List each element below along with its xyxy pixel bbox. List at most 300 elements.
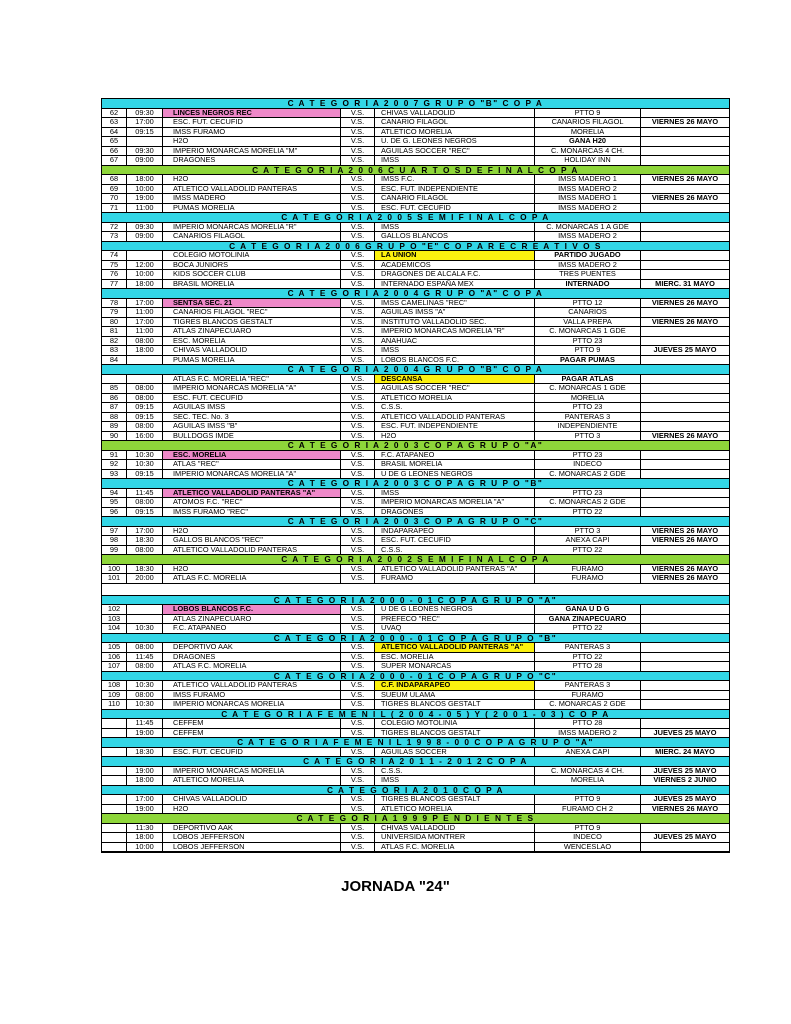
away-team: IMSS	[375, 489, 535, 498]
match-row	[102, 147, 729, 157]
home-team: H2O	[163, 805, 341, 814]
home-team: AGUILAS IMSS "B"	[163, 422, 341, 431]
match-time: 10:30	[127, 681, 163, 690]
match-number	[102, 729, 127, 738]
venue: PTTO 22	[535, 546, 641, 555]
category-header: C A T E G O R I A 2 0 0 7 G R U P O "B" C O P A	[102, 99, 729, 109]
date-note	[641, 653, 729, 662]
date-note: MIERC. 31 MAYO	[655, 279, 715, 288]
home-team: ATLETICO VALLADOLID PANTERAS	[163, 681, 341, 690]
versus-label: V.S.	[341, 776, 375, 785]
away-team: ACADEMICOS	[375, 261, 535, 270]
match-time	[127, 137, 163, 146]
match-number: 65	[102, 137, 127, 146]
match-row	[102, 432, 729, 442]
venue: PARTIDO JUGADO	[535, 251, 641, 260]
venue: CANARIOS FILAGOL	[535, 118, 641, 127]
venue: VALLA PREPA	[535, 318, 641, 327]
home-team: IMSS FURAMO	[163, 691, 341, 700]
match-row	[102, 748, 729, 758]
match-number	[102, 719, 127, 728]
match-time: 11:00	[127, 327, 163, 336]
date-note: VIERNES 26 MAYO	[651, 564, 719, 573]
versus-label: V.S.	[341, 605, 375, 614]
venue: PTTO 28	[535, 719, 641, 728]
match-number: 76	[102, 270, 127, 279]
match-row	[102, 615, 729, 625]
match-number: 75	[102, 261, 127, 270]
away-team: ESC. FUT. CECUFID	[375, 536, 535, 545]
venue: PAGAR ATLAS	[535, 375, 641, 384]
match-time: 11:00	[127, 204, 163, 213]
match-number	[102, 767, 127, 776]
home-team: IMPERIO MONARCAS MORELIA "A"	[163, 384, 341, 393]
versus-label: V.S.	[341, 700, 375, 709]
date-note	[641, 605, 729, 614]
match-time: 18:00	[127, 833, 163, 842]
match-number: 77	[102, 280, 127, 289]
match-time: 10:30	[127, 451, 163, 460]
away-team: CANARIO FILAGOL	[375, 118, 535, 127]
match-row	[102, 109, 729, 119]
versus-label: V.S.	[341, 137, 375, 146]
match-row	[102, 795, 729, 805]
date-note: JUEVES 25 MAYO	[653, 728, 717, 737]
match-number: 97	[102, 527, 127, 536]
venue: FURAMO	[535, 691, 641, 700]
venue: PTTO 12	[535, 299, 641, 308]
match-number: 68	[102, 175, 127, 184]
category-header: C A T E G O R I A 2 0 0 4 G R U P O "A" C O P A	[102, 289, 729, 299]
home-team: LOBOS JEFFERSON	[163, 833, 341, 842]
date-note	[641, 185, 729, 194]
venue: PANTERAS 3	[535, 643, 641, 652]
match-row	[102, 327, 729, 337]
home-team: DEPORTIVO AAK	[163, 824, 341, 833]
away-team: ANAHUAC	[375, 337, 535, 346]
category-header: C A T E G O R I A 2 0 0 5 S E M I F I N A L C O P A	[102, 213, 729, 223]
home-team: DRAGONES	[163, 156, 341, 165]
away-team: IMPERIO MONARCAS MORELIA "R"	[375, 327, 535, 336]
date-note	[641, 156, 729, 165]
versus-label: V.S.	[341, 795, 375, 804]
versus-label: V.S.	[341, 251, 375, 260]
venue: INDECO	[535, 460, 641, 469]
away-team: FURAMO	[375, 574, 535, 583]
venue: PTTO 22	[535, 624, 641, 633]
home-team: CANARIOS FILAGOL	[163, 232, 341, 241]
away-team: ESC. FUT. INDEPENDIENTE	[375, 422, 535, 431]
venue: INDECO	[535, 833, 641, 842]
match-number: 64	[102, 128, 127, 137]
match-number: 72	[102, 223, 127, 232]
category-header: C A T E G O R I A 1 9 9 9 P E N D I E N T E S	[102, 814, 729, 824]
match-time: 18:30	[127, 748, 163, 757]
category-header: C A T E G O R I A 2 0 0 2 S E M I F I N A L C O P A	[102, 555, 729, 565]
versus-label: V.S.	[341, 261, 375, 270]
venue: FURAMO	[535, 565, 641, 574]
venue: MORELIA	[535, 776, 641, 785]
category-header: C A T E G O R I A F E M E N I L ( 2 0 0 4 - 0 5 ) Y ( 2 0 0 1 - 0 3 ) C O P A	[102, 710, 729, 720]
venue: GANA ZINAPECUARO	[535, 615, 641, 624]
away-team: DESCANSA	[375, 375, 535, 384]
away-team: COLEGIO MOTOLINIA	[375, 719, 535, 728]
away-team: AGUILAS SOCCER "REC"	[375, 384, 535, 393]
date-note	[641, 223, 729, 232]
home-team: H2O	[163, 137, 341, 146]
versus-label: V.S.	[341, 318, 375, 327]
versus-label: V.S.	[341, 451, 375, 460]
match-row	[102, 700, 729, 710]
schedule-table	[101, 98, 730, 853]
venue: GANA H20	[535, 137, 641, 146]
match-time: 19:00	[127, 729, 163, 738]
venue: PTTO 9	[535, 346, 641, 355]
versus-label: V.S.	[341, 394, 375, 403]
match-row	[102, 280, 729, 290]
category-header: C A T E G O R I A 2 0 1 0 C O P A	[102, 786, 729, 796]
match-time: 18:00	[127, 280, 163, 289]
match-number: 62	[102, 109, 127, 118]
away-team: INSTITUTO VALLADOLID SEC.	[375, 318, 535, 327]
date-note: VIERNES 26 MAYO	[651, 526, 719, 535]
match-time: 20:00	[127, 574, 163, 583]
home-team: ATLAS F.C. MORELIA	[163, 574, 341, 583]
versus-label: V.S.	[341, 337, 375, 346]
category-header: C A T E G O R I A 2 0 0 6 C U A R T O S D E F I N A L C O P A	[102, 166, 729, 176]
home-team: H2O	[163, 527, 341, 536]
venue: C. MONARCAS 2 GDE	[535, 498, 641, 507]
match-time: 10:30	[127, 700, 163, 709]
home-team: LINCES NEGROS REC	[163, 109, 341, 118]
date-note	[641, 700, 729, 709]
away-team: BRASIL MORELIA	[375, 460, 535, 469]
match-number: 92	[102, 460, 127, 469]
away-team: ESC. FUT. CECUFID	[375, 204, 535, 213]
versus-label: V.S.	[341, 308, 375, 317]
date-note	[641, 356, 729, 365]
date-note	[641, 719, 729, 728]
home-team: F.C. ATAPANEO	[163, 624, 341, 633]
match-number: 82	[102, 337, 127, 346]
versus-label: V.S.	[341, 422, 375, 431]
spacer-row	[102, 584, 729, 596]
away-team: AGUILAS IMSS "A"	[375, 308, 535, 317]
match-time: 11:45	[127, 719, 163, 728]
match-time: 08:00	[127, 691, 163, 700]
home-team: PUMAS MORELIA	[163, 204, 341, 213]
date-note: JUEVES 25 MAYO	[653, 766, 717, 775]
match-number: 80	[102, 318, 127, 327]
match-time	[127, 375, 163, 384]
match-row	[102, 251, 729, 261]
match-row	[102, 223, 729, 233]
venue: PTTO 9	[535, 824, 641, 833]
match-row	[102, 185, 729, 195]
match-row	[102, 653, 729, 663]
match-row	[102, 574, 729, 584]
home-team: H2O	[163, 565, 341, 574]
match-number	[102, 805, 127, 814]
venue: INTERNADO	[535, 280, 641, 289]
match-number	[102, 824, 127, 833]
date-note	[641, 843, 729, 852]
match-time: 08:00	[127, 662, 163, 671]
home-team: IMPERIO MONARCAS MORELIA	[163, 767, 341, 776]
venue: C. MONARCAS 2 GDE	[535, 470, 641, 479]
match-row	[102, 308, 729, 318]
date-note: VIERNES 26 MAYO	[651, 536, 719, 544]
versus-label: V.S.	[341, 574, 375, 583]
match-time: 17:00	[127, 318, 163, 327]
page-title: JORNADA "24"	[341, 878, 450, 895]
match-number: 73	[102, 232, 127, 241]
match-time	[127, 605, 163, 614]
match-row	[102, 118, 729, 128]
away-team: ATLETICO MORELIA	[375, 128, 535, 137]
match-row	[102, 384, 729, 394]
venue: MORELIA	[535, 128, 641, 137]
match-row	[102, 394, 729, 404]
away-team: H2O	[375, 432, 535, 441]
date-note	[641, 109, 729, 118]
date-note	[641, 128, 729, 137]
match-row	[102, 824, 729, 834]
match-row	[102, 413, 729, 423]
match-row	[102, 624, 729, 634]
date-note	[641, 384, 729, 393]
venue: IMSS MADERO 2	[535, 185, 641, 194]
versus-label: V.S.	[341, 384, 375, 393]
match-number: 85	[102, 384, 127, 393]
home-team: ATLAS F.C. MORELIA "REC"	[163, 375, 341, 384]
versus-label: V.S.	[341, 643, 375, 652]
date-note	[641, 422, 729, 431]
versus-label: V.S.	[341, 109, 375, 118]
match-row	[102, 546, 729, 556]
date-note	[641, 251, 729, 260]
match-row	[102, 489, 729, 499]
match-row	[102, 605, 729, 615]
match-number: 66	[102, 147, 127, 156]
date-note	[641, 147, 729, 156]
venue: PTTO 9	[535, 109, 641, 118]
versus-label: V.S.	[341, 824, 375, 833]
date-note: VIERNES 2 JUNIO	[653, 776, 717, 784]
venue: WENCESLAO	[535, 843, 641, 852]
match-time: 10:30	[127, 624, 163, 633]
match-number: 103	[102, 615, 127, 624]
match-row	[102, 137, 729, 147]
versus-label: V.S.	[341, 546, 375, 555]
home-team: SENTSA SEC. 21	[163, 299, 341, 308]
away-team: U DE G LEONES NEGROS	[375, 605, 535, 614]
away-team: C.S.S.	[375, 767, 535, 776]
date-note: VIERNES 26 MAYO	[651, 574, 719, 582]
versus-label: V.S.	[341, 270, 375, 279]
venue: PTTO 23	[535, 451, 641, 460]
venue: PANTERAS 3	[535, 413, 641, 422]
match-number: 93	[102, 470, 127, 479]
match-time: 09:15	[127, 413, 163, 422]
match-number: 109	[102, 691, 127, 700]
match-row	[102, 156, 729, 166]
match-time: 08:00	[127, 422, 163, 431]
venue: ANEXA CAPI	[535, 536, 641, 545]
match-row	[102, 776, 729, 786]
venue: PTTO 23	[535, 489, 641, 498]
date-note	[641, 460, 729, 469]
match-row	[102, 175, 729, 185]
home-team: AGUILAS IMSS	[163, 403, 341, 412]
date-note: JUEVES 25 MAYO	[653, 795, 717, 803]
home-team: IMSS FURAMO "REC"	[163, 508, 341, 517]
match-number	[102, 776, 127, 785]
versus-label: V.S.	[341, 375, 375, 384]
versus-label: V.S.	[341, 833, 375, 842]
match-row	[102, 729, 729, 739]
versus-label: V.S.	[341, 624, 375, 633]
away-team: DRAGONES	[375, 508, 535, 517]
home-team: TIGRES BLANCOS GESTALT	[163, 318, 341, 327]
venue: C. MONARCAS 4 CH.	[535, 767, 641, 776]
versus-label: V.S.	[341, 662, 375, 671]
date-note	[641, 498, 729, 507]
match-number: 90	[102, 432, 127, 441]
versus-label: V.S.	[341, 280, 375, 289]
venue: PTTO 9	[535, 795, 641, 804]
venue: PTTO 23	[535, 403, 641, 412]
versus-label: V.S.	[341, 346, 375, 355]
date-note	[641, 508, 729, 517]
versus-label: V.S.	[341, 489, 375, 498]
match-number: 71	[102, 204, 127, 213]
home-team: CANARIOS FILAGOL "REC"	[163, 308, 341, 317]
home-team: KIDS SOCCER CLUB	[163, 270, 341, 279]
match-number: 69	[102, 185, 127, 194]
away-team: ESC. FUT. INDEPENDIENTE	[375, 185, 535, 194]
match-number: 95	[102, 498, 127, 507]
versus-label: V.S.	[341, 327, 375, 336]
home-team: ESC. MORELIA	[163, 337, 341, 346]
away-team: F.C. ATAPANEO	[375, 451, 535, 460]
match-number	[102, 375, 127, 384]
date-note	[641, 470, 729, 479]
home-team: ATLETICO VALLADOLID PANTERAS	[163, 185, 341, 194]
match-time: 11:00	[127, 308, 163, 317]
versus-label: V.S.	[341, 147, 375, 156]
versus-label: V.S.	[341, 565, 375, 574]
away-team: ATLETICO MORELIA	[375, 805, 535, 814]
versus-label: V.S.	[341, 508, 375, 517]
match-time: 18:00	[127, 175, 163, 184]
match-row	[102, 422, 729, 432]
home-team: IMPERIO MONARCAS MORELIA "M"	[163, 147, 341, 156]
versus-label: V.S.	[341, 432, 375, 441]
away-team: GALLOS BLANCOS	[375, 232, 535, 241]
match-number	[102, 748, 127, 757]
home-team: ATLAS F.C. MORELIA	[163, 662, 341, 671]
match-number: 70	[102, 194, 127, 203]
date-note	[641, 615, 729, 624]
date-note: VIERNES 26 MAYO	[651, 194, 719, 202]
match-time: 12:00	[127, 261, 163, 270]
match-row	[102, 356, 729, 366]
home-team: IMSS MADERO	[163, 194, 341, 203]
home-team: COLEGIO MOTOLINIA	[163, 251, 341, 260]
match-row	[102, 337, 729, 347]
date-note: VIERNES 26 MAYO	[651, 175, 719, 183]
away-team: IMSS	[375, 156, 535, 165]
match-number	[102, 795, 127, 804]
match-time: 16:00	[127, 432, 163, 441]
match-time: 09:00	[127, 156, 163, 165]
away-team: IMSS	[375, 223, 535, 232]
home-team: ESC. FUT. CECUFID	[163, 118, 341, 127]
versus-label: V.S.	[341, 767, 375, 776]
venue: PTTO 22	[535, 508, 641, 517]
match-row	[102, 805, 729, 815]
versus-label: V.S.	[341, 527, 375, 536]
venue: PTTO 23	[535, 337, 641, 346]
date-note	[641, 308, 729, 317]
date-note	[641, 643, 729, 652]
versus-label: V.S.	[341, 748, 375, 757]
away-team: AGUILAS SOCCER	[375, 748, 535, 757]
date-note	[641, 232, 729, 241]
match-time: 09:30	[127, 223, 163, 232]
venue: IMSS MADERO 1	[535, 194, 641, 203]
match-row	[102, 261, 729, 271]
away-team: UVAQ	[375, 624, 535, 633]
away-team: LA UNION	[375, 251, 535, 260]
date-note	[641, 375, 729, 384]
home-team: IMPERIO MONARCAS MORELIA "A"	[163, 470, 341, 479]
match-time: 08:00	[127, 498, 163, 507]
date-note	[641, 624, 729, 633]
match-time: 09:15	[127, 470, 163, 479]
category-header: C A T E G O R I A 2 0 0 3 C O P A G R U P O "C"	[102, 517, 729, 527]
versus-label: V.S.	[341, 729, 375, 738]
date-note: VIERNES 26 MAYO	[651, 118, 719, 126]
away-team: UNIVERSIDA MONTRER	[375, 833, 535, 842]
match-number: 99	[102, 546, 127, 555]
match-row	[102, 375, 729, 385]
versus-label: V.S.	[341, 128, 375, 137]
venue: PAGAR PUMAS	[535, 356, 641, 365]
match-number	[102, 833, 127, 842]
home-team: CHIVAS VALLADOLID	[163, 795, 341, 804]
home-team: BOCA JUNIORS	[163, 261, 341, 270]
match-number: 67	[102, 156, 127, 165]
venue: IMSS MADERO 2	[535, 232, 641, 241]
home-team: ATLETICO VALLADOLID PANTERAS	[163, 546, 341, 555]
date-note: VIERNES 26 MAYO	[651, 804, 719, 813]
match-time: 17:00	[127, 795, 163, 804]
match-row	[102, 470, 729, 480]
match-time: 09:15	[127, 128, 163, 137]
home-team: LOBOS JEFFERSON	[163, 843, 341, 852]
venue: C. MONARCAS 1 GDE	[535, 384, 641, 393]
match-number	[102, 843, 127, 852]
versus-label: V.S.	[341, 156, 375, 165]
match-time: 18:00	[127, 776, 163, 785]
match-row	[102, 843, 729, 853]
venue: PTTO 3	[535, 432, 641, 441]
home-team: LOBOS BLANCOS F.C.	[163, 605, 341, 614]
away-team: ESC. MORELIA	[375, 653, 535, 662]
match-time: 19:00	[127, 194, 163, 203]
